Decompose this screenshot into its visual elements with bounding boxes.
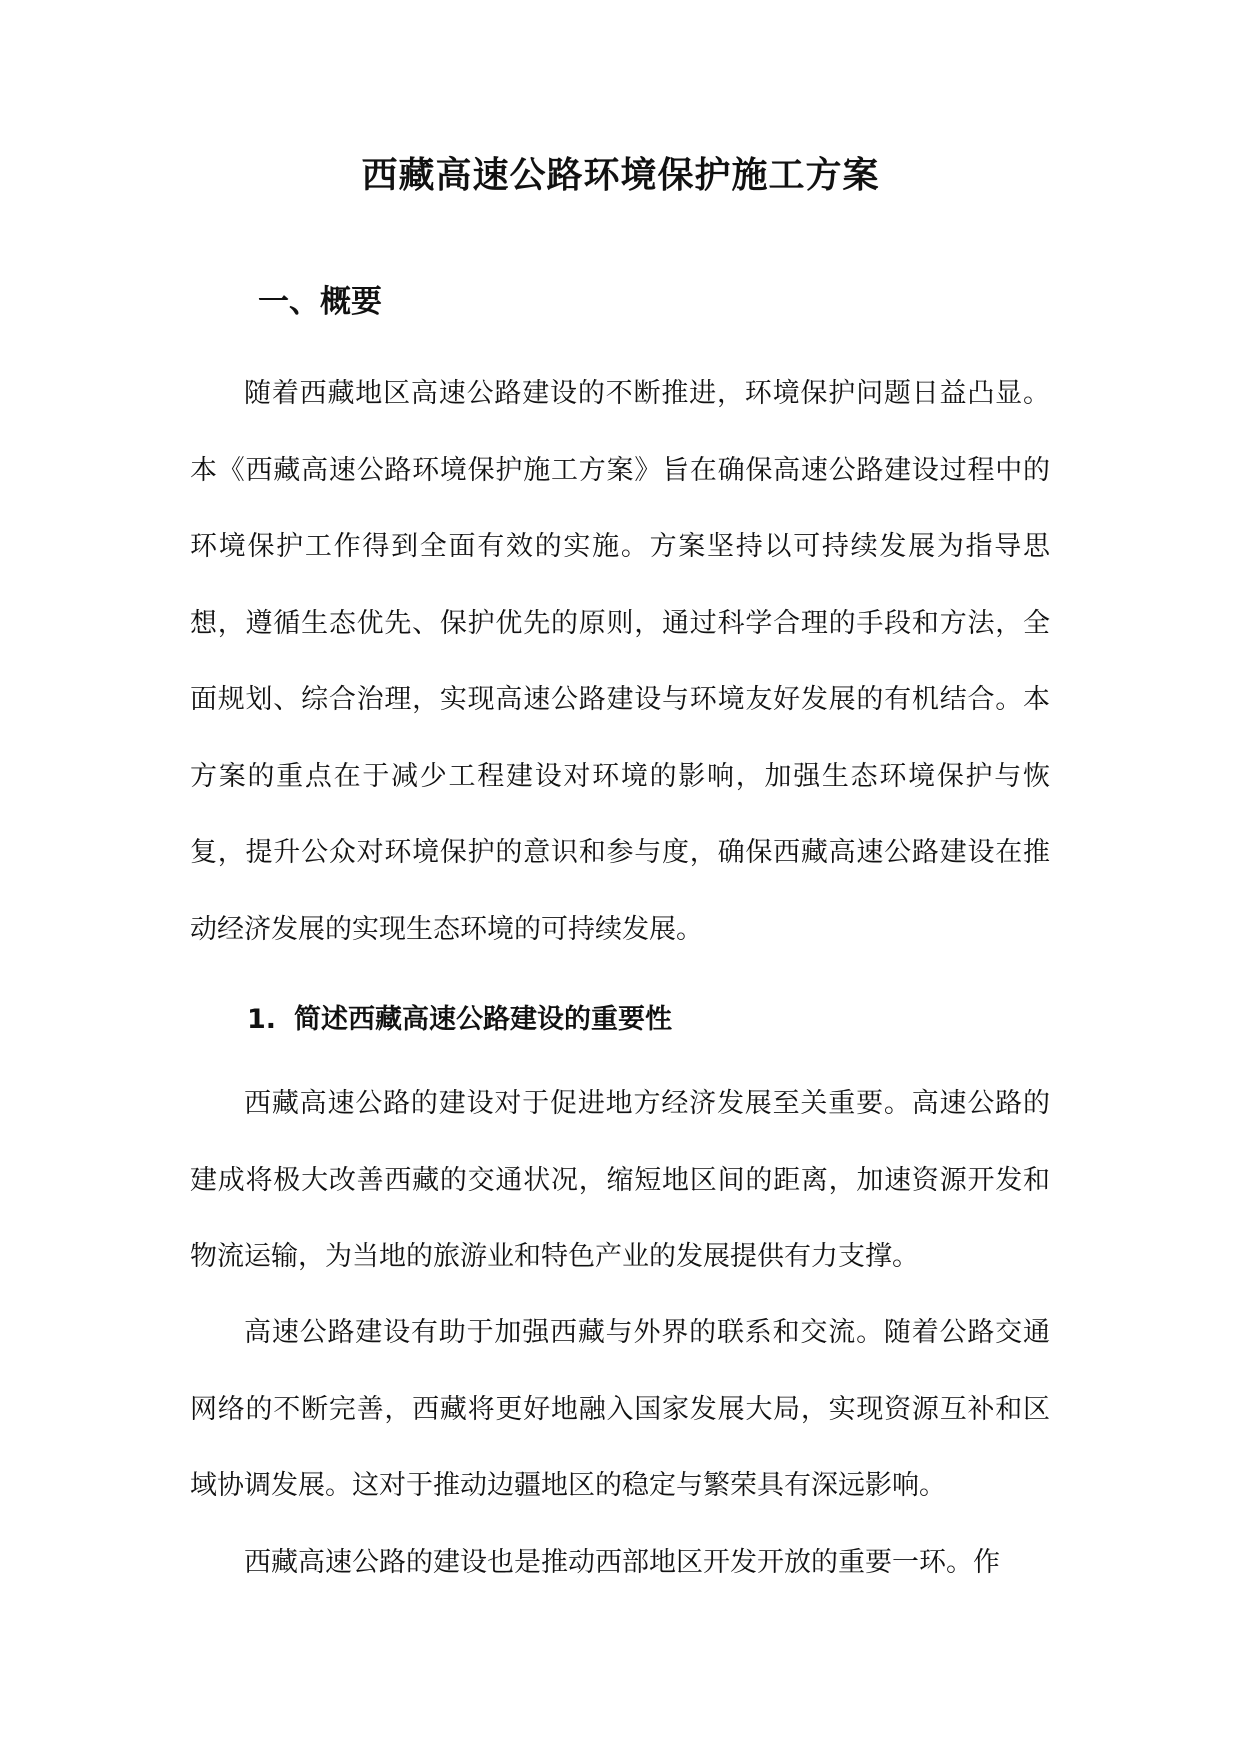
overview-paragraph: 随着西藏地区高速公路建设的不断推进，环境保护问题日益凸显。本《西藏高速公路环境保护施工方案》旨在确保高速公路建设过程中的环境保护工作得到全面有效的实施。方案坚持以可持续发展为指导思想，遵循生态优先、保护优先的原则，通过科学合理的手段和方法，全面规划、综合治理，实现高速公路建设与环境友好发展的有机结合。本方案的重点在于减少工程建设对环境的影响，加强生态环境保护与恢复，提升公众对环境保护的意识和参与度，确保西藏高速公路建设在推动经济发展的实现生态环境的可持续发展。 — [190, 378, 1050, 945]
subsection-heading — [247, 1000, 672, 1040]
body-paragraph: 西藏高速公路的建设也是推动西部地区开发开放的重要一环。作 — [244, 1547, 1000, 1578]
subsection-title: 简述西藏高速公路建设的重要性 — [294, 1004, 673, 1035]
section-heading-overview: 一、概要 — [258, 284, 382, 320]
body-paragraph: 西藏高速公路的建设对于促进地方经济发展至关重要。高速公路的建成将极大改善西藏的交通状况，缩短地区间的距离，加速资源开发和物流运输，为当地的旅游业和特色产业的发展提供有力支撑。 — [190, 1088, 1050, 1272]
body-paragraph: 高速公路建设有助于加强西藏与外界的联系和交流。随着公路交通网络的不断完善，西藏将更好地融入国家发展大局，实现资源互补和区域协调发展。这对于推动边疆地区的稳定与繁荣具有深远影响。 — [190, 1317, 1050, 1501]
subsection-number: 1. — [247, 1004, 277, 1035]
document-title: 西藏高速公路环境保护施工方案 — [361, 154, 880, 196]
